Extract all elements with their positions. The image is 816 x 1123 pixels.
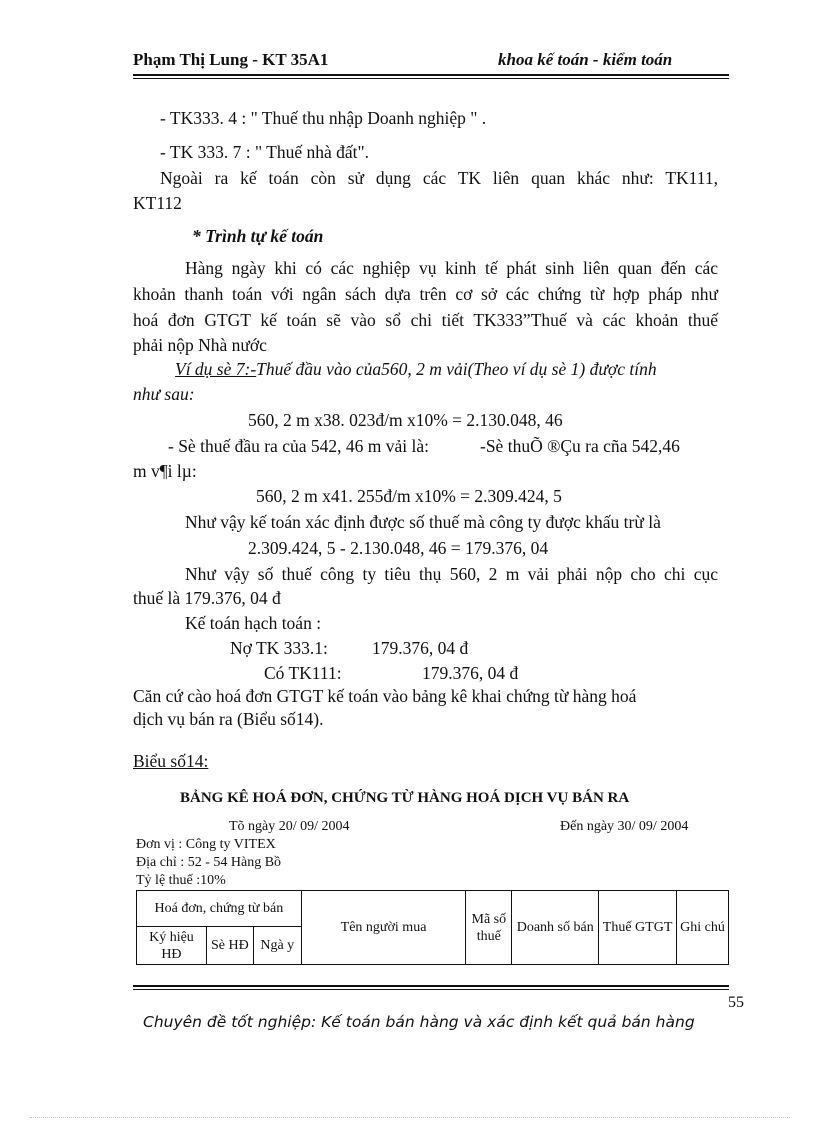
col-invoice-group: Hoá đơn, chứng từ bán: [137, 891, 302, 927]
calc-line: 560, 2 m x41. 255đ/m x10% = 2.309.424, 5: [256, 486, 562, 506]
header-rule-thick: [133, 74, 729, 76]
form-address: Địa chỉ : 52 - 54 Hàng Bồ: [136, 855, 282, 870]
form-date-to: Đến ngày 30/ 09/ 2004: [560, 819, 689, 834]
paragraph-line: khoản thanh toán với ngân sách dựa trên cơ sở các chứng từ hợp pháp như: [133, 284, 718, 304]
header-rule-thin: [133, 78, 729, 79]
col-tax-code: Mã số thuế: [466, 891, 512, 965]
output-tax-garbled: -Sè thuÕ ®Çu ra cña 542,46: [480, 436, 680, 456]
text-line: dịch vụ bán ra (Biểu số14).: [133, 709, 324, 729]
paragraph-line: phải nộp Nhà nước: [133, 335, 267, 355]
col-symbol: Ký hiệu HĐ: [137, 927, 207, 965]
example-line: [175, 359, 657, 380]
example-line: như sau:: [133, 384, 195, 404]
output-tax-line: - Sè thuế đầu ra của 542, 46 m vải là:: [168, 436, 429, 456]
col-date: Ngà y: [253, 927, 301, 965]
col-revenue: Doanh số bán: [512, 891, 599, 965]
text-line: KT112: [133, 193, 182, 213]
col-vat: Thuế GTGT: [599, 891, 677, 965]
entry-debit-label: Nợ TK 333.1:: [230, 638, 328, 658]
header-department: khoa kế toán - kiểm toán: [498, 50, 673, 69]
form-title: BẢNG KÊ HOÁ ĐƠN, CHỨNG TỪ HÀNG HOÁ DỊCH VỤ BÁN RA: [180, 790, 630, 806]
output-tax-garbled: m v¶i lµ:: [133, 461, 197, 481]
text-line: Như vậy số thuế công ty tiêu thụ 560, 2 m vải phải nộp cho chi cục: [185, 564, 718, 584]
calc-line: 560, 2 m x38. 023đ/m x10% = 2.130.048, 46: [248, 410, 563, 430]
text-line: Kế toán hạch toán :: [185, 613, 322, 633]
text-line: Ngoài ra kế toán còn sử dụng các TK liên quan khác như: TK111,: [160, 168, 718, 188]
header-author: Phạm Thị Lung - KT 35A1: [133, 50, 329, 69]
calc-line: 2.309.424, 5 - 2.130.048, 46 = 179.376, 04: [248, 538, 549, 558]
form-date-from: Tõ ngày 20/ 09/ 2004: [229, 819, 350, 834]
paragraph-line: Hàng ngày khi có các nghiệp vụ kinh tế phát sinh liên quan đến các: [185, 258, 718, 278]
text-line: thuế là 179.376, 04 đ: [133, 588, 281, 608]
footer-rule-thick: [133, 985, 729, 987]
paragraph-line: hoá đơn GTGT kế toán sẽ vào sổ chi tiết TK333”Thuế và các khoản thuế: [133, 310, 718, 330]
footer-caption: Chuyên đề tốt nghiệp: Kế toán bán hàng và xác định kết quả bán hàng: [143, 1013, 695, 1031]
example-label: Ví dụ sè 7:-: [175, 359, 257, 379]
form-tax-rate: Tỷ lệ thuế :10%: [136, 873, 226, 888]
form-unit: Đơn vị : Công ty VITEX: [136, 837, 276, 852]
text-line: Như vậy kế toán xác định được số thuế mà công ty được khấu trừ là: [185, 512, 661, 532]
invoice-table: [136, 890, 729, 965]
example-text: Thuế đầu vào của560, 2 m vải(Theo ví dụ sè 1) được tính: [256, 359, 657, 379]
col-note: Ghi chú: [677, 891, 729, 965]
footer-rule-thin: [133, 989, 729, 990]
entry-credit-label: Có TK111:: [264, 663, 342, 683]
text-line: - TK333. 4 : " Thuế thu nhập Doanh nghiệp " .: [160, 108, 487, 128]
figure-label: Biểu số14:: [133, 751, 209, 771]
entry-debit-value: 179.376, 04 đ: [372, 638, 469, 658]
text-line: - TK 333. 7 : " Thuế nhà đất".: [160, 142, 370, 162]
col-number: Sè HĐ: [206, 927, 253, 965]
page-bottom-dotted-line: [30, 1117, 790, 1118]
col-buyer: Tên người mua: [301, 891, 466, 965]
entry-credit-value: 179.376, 04 đ: [422, 663, 519, 683]
text-line: Căn cứ cào hoá đơn GTGT kế toán vào bảng kê khai chứng từ hàng hoá: [133, 686, 637, 706]
page-number: 55: [728, 994, 744, 1011]
section-heading: * Trình tự kế toán: [192, 226, 324, 246]
